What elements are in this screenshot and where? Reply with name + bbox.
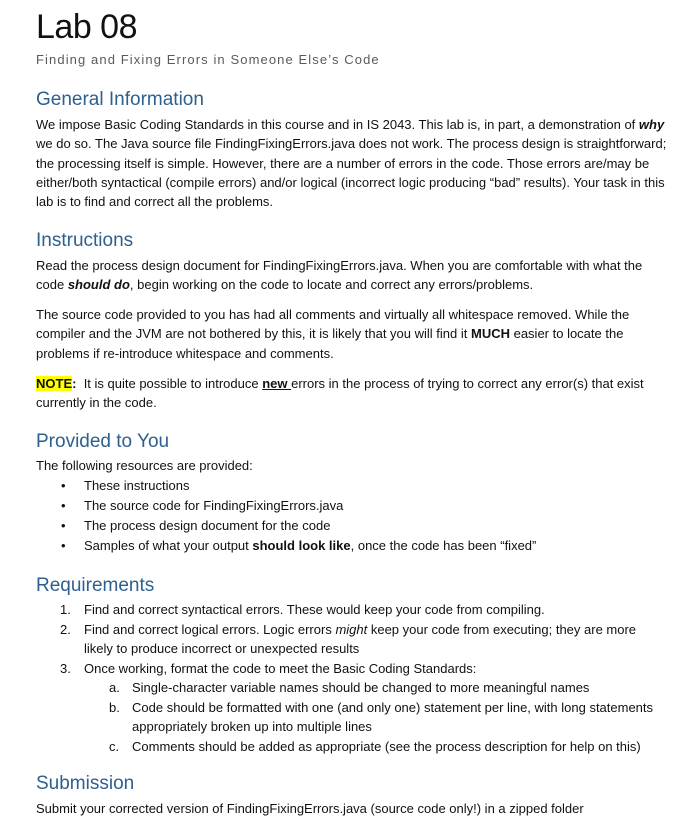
requirement-number: 3. — [60, 661, 71, 676]
instructions-text-c: , begin working on the code to locate and correct any errors/problems. — [129, 277, 534, 293]
note-colon: : — [72, 376, 77, 391]
heading-general-information: General Information — [36, 89, 204, 110]
bullet-icon: • — [61, 498, 66, 513]
list-item — [61, 496, 344, 515]
document-subtitle: Finding and Fixing Errors in Someone Else’s Code — [36, 52, 380, 67]
instructions-p2-text-a: The source code provided to you has had all comments and virtually all whitespace removed. While the compiler and the JVM are not bothered by this, it is likely that you will find it — [36, 307, 630, 342]
sub-requirement-text: Comments should be added as appropriate (see the process description for help on this) — [132, 739, 641, 754]
instructions-paragraph-2 — [36, 305, 668, 363]
requirement-text: Find and correct syntactical errors. These would keep your code from compiling. — [84, 602, 545, 617]
submission-text: Submit your corrected version of FindingFixingErrors.java (source code only!) in a zipped folder — [36, 801, 584, 816]
list-item — [61, 476, 190, 495]
bullet-icon: • — [61, 478, 66, 493]
requirement-number: 2. — [60, 622, 71, 637]
requirement-item — [60, 659, 668, 678]
sub-requirement-text: Single-character variable names should be changed to more meaningful names — [132, 680, 590, 695]
note-emphasis-new: new — [262, 376, 292, 391]
sub-requirement-text: Code should be formatted with one (and only one) statement per line, with long statements appropriately broken up into multiple lines — [132, 700, 654, 735]
general-emphasis-why: why — [638, 117, 665, 132]
list-item-text: The process design document for the code — [84, 518, 331, 533]
list-item-text-c: , once the code has been “fixed” — [350, 538, 537, 553]
list-item-text-a: Samples of what your output — [84, 538, 253, 553]
note-text-c: errors in the process of trying to correct any error(s) that exist currently in the code. — [36, 376, 644, 411]
bullet-icon: • — [61, 538, 66, 553]
provided-intro: The following resources are provided: — [36, 458, 253, 473]
heading-submission: Submission — [36, 773, 135, 794]
requirement-number: 1. — [60, 602, 71, 617]
sub-requirement-item — [109, 698, 662, 737]
sub-requirement-item — [109, 737, 662, 756]
requirement-item — [60, 600, 668, 619]
list-item-emphasis: should look like — [252, 538, 351, 553]
note-text-a: It is quite possible to introduce — [76, 376, 263, 391]
instructions-p2-text-c: easier to locate the problems if re-introduce whitespace and comments. — [36, 326, 624, 361]
requirement-text-c: keep your code from executing; they are more likely to produce incorrect or unexpected results — [84, 622, 637, 657]
document-title: Lab 08 — [36, 8, 137, 46]
requirement-text: Once working, format the code to meet the Basic Coding Standards: — [84, 661, 477, 676]
general-text-c: we do so. The Java source file FindingFixingErrors.java does not work. The process design is straightforward; the processing itself is simple. However, there are a number of errors in the code. Those errors are/may be either/both syntactical (compile errors) and/or logical (incorrect logic producing “bad” results). Your task in this lab is to find and correct all the problems. — [36, 136, 667, 210]
instructions-paragraph-1 — [36, 256, 668, 295]
requirement-text-a: Find and correct logical errors. Logic errors — [84, 622, 336, 637]
list-item-text: These instructions — [84, 478, 190, 493]
sub-requirement-letter: a. — [109, 680, 120, 695]
bullet-icon: • — [61, 518, 66, 533]
heading-provided-to-you: Provided to You — [36, 431, 170, 452]
note-paragraph — [36, 374, 668, 413]
instructions-emphasis-much: MUCH — [470, 326, 510, 342]
general-text-a: We impose Basic Coding Standards in this course and in IS 2043. This lab is, in part, a demonstration of — [36, 117, 639, 132]
list-item — [61, 536, 537, 555]
general-paragraph — [36, 115, 668, 211]
heading-requirements: Requirements — [36, 575, 155, 596]
requirement-item — [60, 620, 668, 659]
sub-requirement-letter: c. — [109, 739, 120, 754]
list-item — [61, 516, 331, 535]
instructions-text-a: Read the process design document for FindingFixingErrors.java. When you are comfortable with what the code — [36, 258, 643, 293]
sub-requirement-item — [109, 678, 662, 697]
instructions-emphasis-should-do: should do — [67, 277, 130, 293]
sub-requirement-letter: b. — [109, 700, 120, 715]
requirement-emphasis-might: might — [335, 622, 368, 637]
heading-instructions: Instructions — [36, 230, 134, 251]
list-item-text: The source code for FindingFixingErrors.java — [84, 498, 344, 513]
note-label-highlight: NOTE — [36, 376, 73, 391]
